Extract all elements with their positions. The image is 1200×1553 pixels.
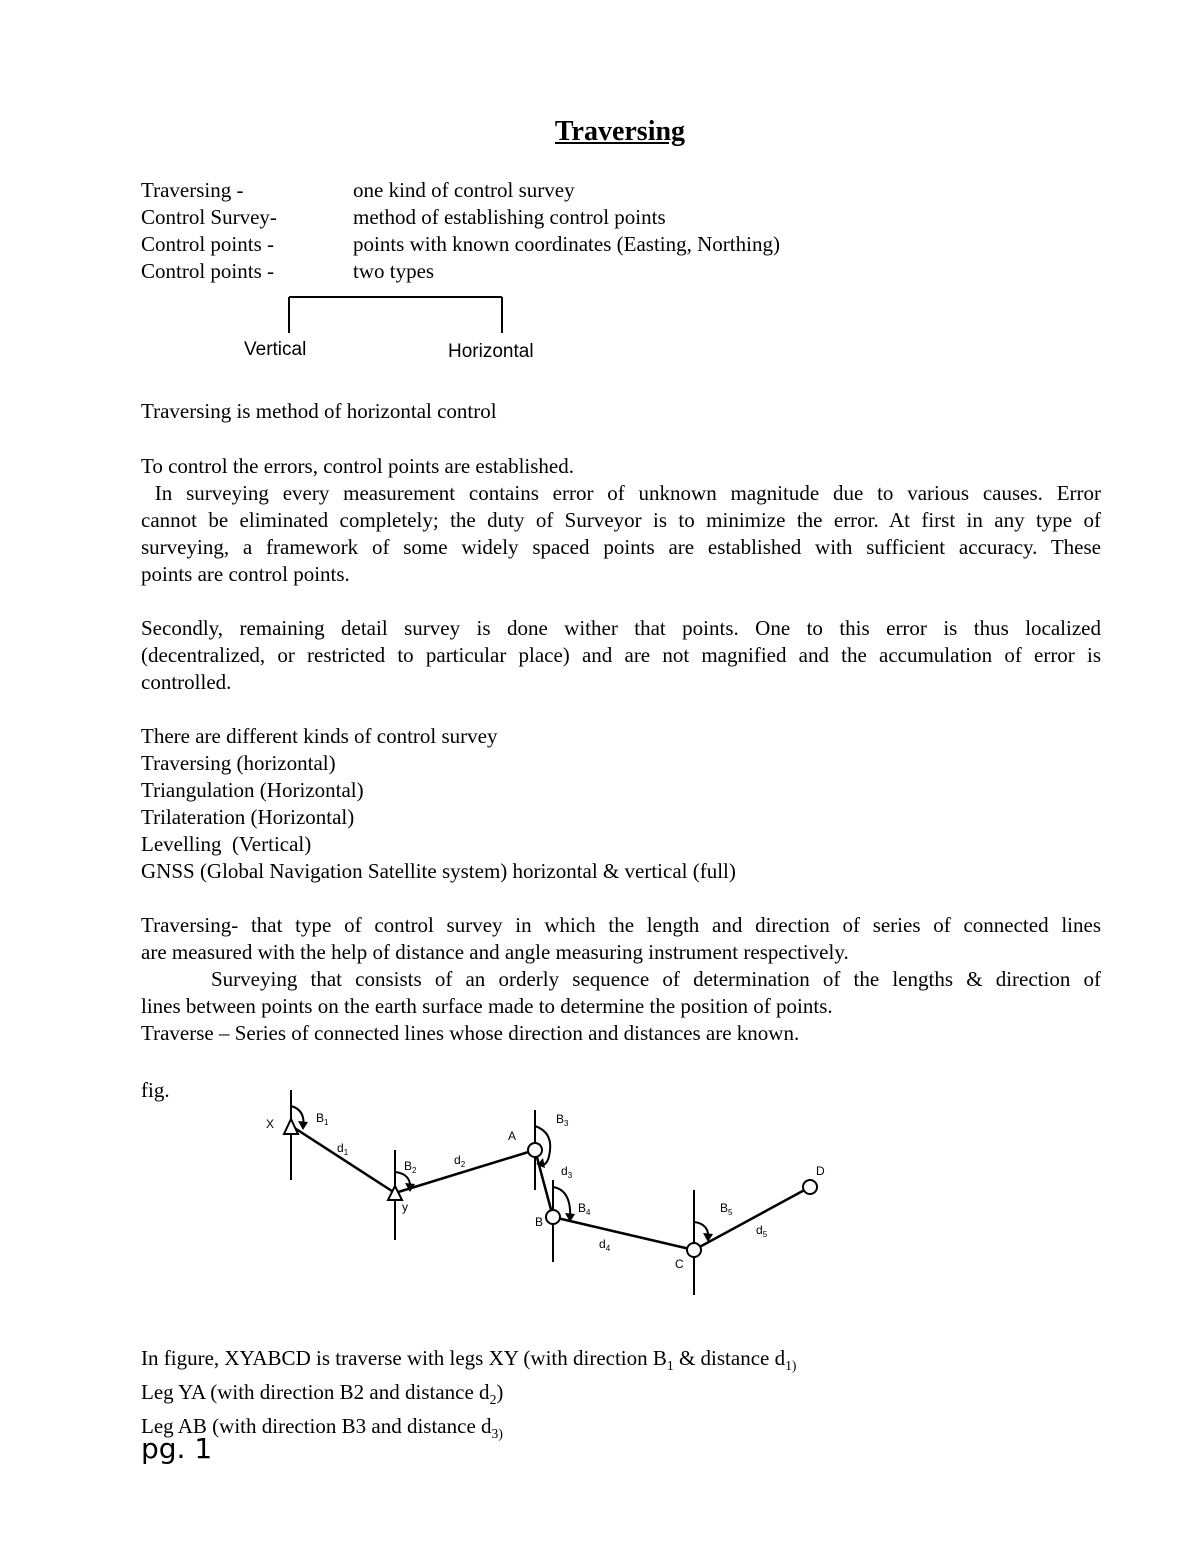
point-label-y: y	[402, 1200, 408, 1214]
bearing-label-b1: $B_1$	[316, 1111, 329, 1127]
list-item: Trilateration (Horizontal)	[141, 805, 355, 829]
arrowhead-b1	[298, 1121, 308, 1130]
definition-desc: one kind of control survey	[353, 178, 575, 202]
point-label-c: C	[675, 1257, 684, 1271]
station-c-circle	[687, 1243, 701, 1257]
text-line: Secondly, remaining detail survey is done wither that points. One to this error is thus localized	[141, 616, 1101, 640]
tree-label-vertical: Vertical	[244, 339, 307, 360]
leg-xy	[293, 1127, 395, 1193]
list-item: Triangulation (Horizontal)	[141, 778, 364, 802]
bearing-label-b2: $B_2$	[404, 1159, 417, 1175]
text-line: In figure, XYABCD is traverse with legs XY (with direction $B_1$ & distance $d_{1)}$	[141, 1346, 797, 1374]
point-label-x: X	[266, 1117, 275, 1131]
leg-cd	[694, 1187, 810, 1250]
text-line: To control the errors, control points are established.	[141, 454, 574, 478]
definition-term: Traversing -	[141, 178, 244, 202]
text-line: points are control points.	[141, 562, 350, 586]
bearing-label-b5: $B_5$	[720, 1201, 733, 1217]
point-label-d: D	[816, 1164, 825, 1178]
leg-bc	[553, 1217, 694, 1250]
control-point-types-diagram	[0, 0, 1200, 380]
paragraph-traversing-definition	[141, 912, 1101, 1047]
bearing-label-b4: $B_4$	[578, 1201, 591, 1217]
station-d-circle	[803, 1180, 817, 1194]
kinds-intro: There are different kinds of control survey	[141, 724, 498, 748]
paragraph-method: Traversing is method of horizontal control	[141, 399, 497, 423]
text-line: are measured with the help of distance and angle measuring instrument respectively.	[141, 940, 849, 964]
station-x-triangle	[284, 1119, 298, 1134]
list-item: Levelling (Vertical)	[141, 832, 312, 856]
definition-term: Control points -	[141, 259, 275, 283]
paragraph-errors	[141, 453, 1101, 588]
leg-ab	[535, 1150, 553, 1217]
text-line: Leg AB (with direction B3 and distance $d_{3)}$	[141, 1414, 503, 1442]
page-number: pg. 1	[141, 1432, 213, 1465]
text-line: Leg YA (with direction B2 and distance $d_2$)	[141, 1380, 504, 1408]
station-a-circle	[528, 1143, 542, 1157]
text-line: lines between points on the earth surface made to determine the position of points.	[141, 994, 833, 1018]
definition-term: Control points -	[141, 232, 275, 256]
distance-label-d2: $d_2$	[454, 1153, 466, 1169]
text-line: controlled.	[141, 670, 232, 694]
station-y-triangle	[388, 1186, 402, 1200]
control-survey-kinds	[141, 723, 1101, 885]
definition-desc: method of establishing control points	[353, 205, 666, 229]
paragraph-secondly	[141, 615, 1101, 696]
distance-label-d1: $d_1$	[337, 1141, 349, 1157]
distance-label-d3: $d_3$	[561, 1164, 573, 1180]
page-title: Traversing	[554, 116, 686, 147]
definition-desc: points with known coordinates (Easting, Northing)	[353, 232, 780, 256]
text-line: (decentralized, or restricted to particular place) and are not magnified and the accumulation of error is	[141, 643, 1101, 667]
bearing-label-b3: $B_3$	[556, 1112, 569, 1128]
definition-term: Control Survey-	[141, 205, 277, 229]
figure-label: fig.	[141, 1078, 170, 1102]
distance-label-d5: $d_5$	[756, 1223, 768, 1239]
text-line: surveying, a framework of some widely spaced points are established with sufficient accuracy. These	[141, 535, 1101, 559]
text-line: In surveying every measurement contains error of unknown magnitude due to various causes. Error	[141, 481, 1101, 505]
text-line: Surveying that consists of an orderly sequence of determination of the lengths & direction of	[211, 967, 1101, 991]
distance-label-d4: $d_4$	[599, 1237, 611, 1253]
definition-desc: two types	[353, 259, 435, 283]
traverse-figure	[0, 1070, 1200, 1310]
list-item: GNSS (Global Navigation Satellite system) horizontal & vertical (full)	[141, 859, 736, 883]
text-line: Traversing- that type of control survey in which the length and direction of series of connected lines	[141, 913, 1101, 937]
point-label-a: A	[508, 1129, 517, 1143]
text-line: cannot be eliminated completely; the duty of Surveyor is to minimize the error. At first in any type of	[141, 508, 1101, 532]
tree-label-horizontal: Horizontal	[448, 341, 534, 362]
list-item: Traversing (horizontal)	[141, 751, 336, 775]
point-label-b: B	[535, 1215, 544, 1229]
figure-explanation	[141, 1345, 796, 1448]
station-b-circle	[546, 1210, 560, 1224]
text-line: Traverse – Series of connected lines whose direction and distances are known.	[141, 1021, 800, 1045]
